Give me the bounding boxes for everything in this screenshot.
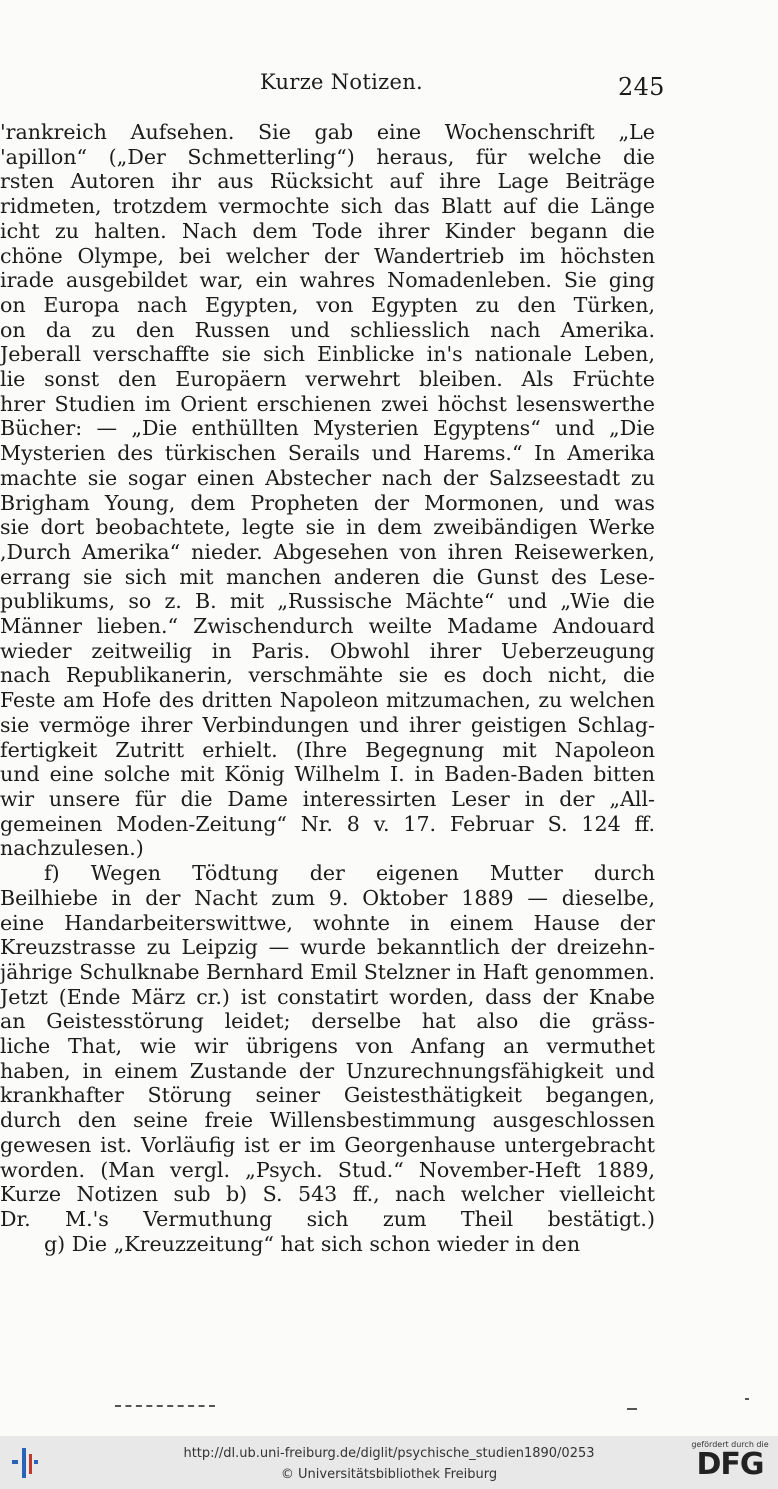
text-line: on Europa nach Egypten, von Egypten zu den Türken, xyxy=(0,292,655,317)
text-line: sie dort beobachtete, legte sie in dem zweibändigen Werke xyxy=(0,515,655,540)
text-line: Dr. M.'s Vermuthung sich zum Theil bestätigt.) xyxy=(0,1206,655,1231)
header-title: Kurze Notizen. xyxy=(260,70,424,94)
text-line: lie sonst den Europäern verwehrt bleiben. Als Früchte xyxy=(0,367,655,392)
text-line: an Geistesstörung leidet; derselbe hat also die gräss- xyxy=(0,1009,655,1034)
text-line: jährige Schulknabe Bernhard Emil Stelzner in Haft genommen. xyxy=(0,959,655,984)
text-line: fertigkeit Zutritt erhielt. (Ihre Begegnung mit Napoleon xyxy=(0,737,655,762)
text-line: Kreuzstrasse zu Leipzig — wurde bekanntlich der dreizehn- xyxy=(0,935,655,960)
text-line: 'rankreich Aufsehen. Sie gab eine Wochenschrift „Le xyxy=(0,120,655,144)
text-line: sie vermöge ihrer Verbindungen und ihrer geistigen Schlag- xyxy=(0,712,655,737)
text-line: worden. (Man vergl. „Psych. Stud.“ November-Heft 1889, xyxy=(0,1157,655,1182)
text-line: irade ausgebildet war, ein wahres Nomadenleben. Sie ging xyxy=(0,268,655,293)
text-line: gewesen ist. Vorläufig ist er im Georgenhause untergebracht xyxy=(0,1132,655,1157)
text-line: publikums, so z. B. mit „Russische Mächte“ und „Wie die xyxy=(0,589,655,614)
text-line: wieder zeitweilig in Paris. Obwohl ihrer Ueberzeugung xyxy=(0,638,655,663)
text-line: Jetzt (Ende März cr.) ist constatirt worden, dass der Knabe xyxy=(0,984,655,1009)
text-line: ridmeten, trotzdem vermochte sich das Blatt auf die Länge xyxy=(0,194,655,219)
text-line: Mysterien des türkischen Serails und Harems.“ In Amerika xyxy=(0,441,655,466)
text-line: krankhafter Störung seiner Geistesthätigkeit begangen, xyxy=(0,1083,655,1108)
text-line: Feste am Hofe des dritten Napoleon mitzumachen, zu welchen xyxy=(0,688,655,713)
text-line: chöne Olympe, bei welcher der Wandertrieb im höchsten xyxy=(0,243,655,268)
text-line: hrer Studien im Orient erschienen zwei höchst lesenswerthe xyxy=(0,391,655,416)
page-number: 245 xyxy=(618,73,665,101)
text-line: g) Die „Kreuzzeitung“ hat sich schon wieder in den xyxy=(44,1231,581,1256)
copyright-text: © Universitätsbibliothek Freiburg xyxy=(280,1467,498,1482)
text-line: rsten Autoren ihr aus Rücksicht auf ihre Lage Beiträge xyxy=(0,169,655,194)
print-mark xyxy=(115,1405,215,1409)
text-line: liche That, wie wir übrigens von Anfang an vermuthet xyxy=(0,1034,655,1059)
text-line: icht zu halten. Nach dem Tode ihrer Kinder begann die xyxy=(0,218,655,243)
print-mark xyxy=(745,1398,749,1400)
text-line: wir unsere für die Dame interessirten Leser in der „All- xyxy=(0,786,655,811)
text-line: ,Durch Amerika“ nieder. Abgesehen von ihren Reisewerken, xyxy=(0,539,655,564)
source-url-link[interactable]: http://dl.ub.uni-freiburg.de/diglit/psychische_studien1890/0253 xyxy=(183,1446,595,1461)
text-line: haben, in einem Zustande der Unzurechnungsfähigkeit und xyxy=(0,1058,655,1083)
text-line: on da zu den Russen und schliesslich nach Amerika. xyxy=(0,317,655,342)
dfg-caption: gefördert durch die xyxy=(691,1440,769,1449)
text-line: durch den seine freie Willensbestimmung ausgeschlossen xyxy=(0,1108,655,1133)
text-line: Brigham Young, dem Propheten der Mormonen, und was xyxy=(0,490,655,515)
text-line: und eine solche mit König Wilhelm I. in Baden-Baden bitten xyxy=(0,762,655,787)
dfg-badge xyxy=(690,1440,770,1481)
text-line: Männer lieben.“ Zwischendurch weilte Madame Andouard xyxy=(0,614,655,639)
text-line: f) Wegen Tödtung der eigenen Mutter durch xyxy=(44,861,655,886)
body-text xyxy=(0,120,655,1256)
text-line: eine Handarbeiterswittwe, wohnte in einem Hause der xyxy=(0,910,655,935)
text-line: Jeberall verschaffte sie sich Einblicke in's nationale Leben, xyxy=(0,342,655,367)
dfg-logo-icon: DFG xyxy=(696,1447,764,1482)
text-line: errang sie sich mit manchen anderen die Gunst des Lese- xyxy=(0,564,655,589)
text-line: Beilhiebe in der Nacht zum 9. Oktober 1889 — dieselbe, xyxy=(0,885,655,910)
text-line: nach Republikanerin, verschmähte sie es doch nicht, die xyxy=(0,663,655,688)
text-line: Kurze Notizen sub b) S. 543 ff., nach welcher vielleicht xyxy=(0,1182,655,1207)
text-line: machte sie sogar einen Abstecher nach der Salzseestadt zu xyxy=(0,465,655,490)
text-line: 'apillon“ („Der Schmetterling“) heraus, für welche die xyxy=(0,144,655,169)
viewer-footer-bar xyxy=(0,1436,778,1489)
print-mark xyxy=(627,1408,637,1410)
text-line: Bücher: — „Die enthüllten Mysterien Egyptens“ und „Die xyxy=(0,416,655,441)
text-line: nachzulesen.) xyxy=(0,836,144,861)
text-line: gemeinen Moden-Zeitung“ Nr. 8 v. 17. Februar S. 124 ff. xyxy=(0,811,655,836)
